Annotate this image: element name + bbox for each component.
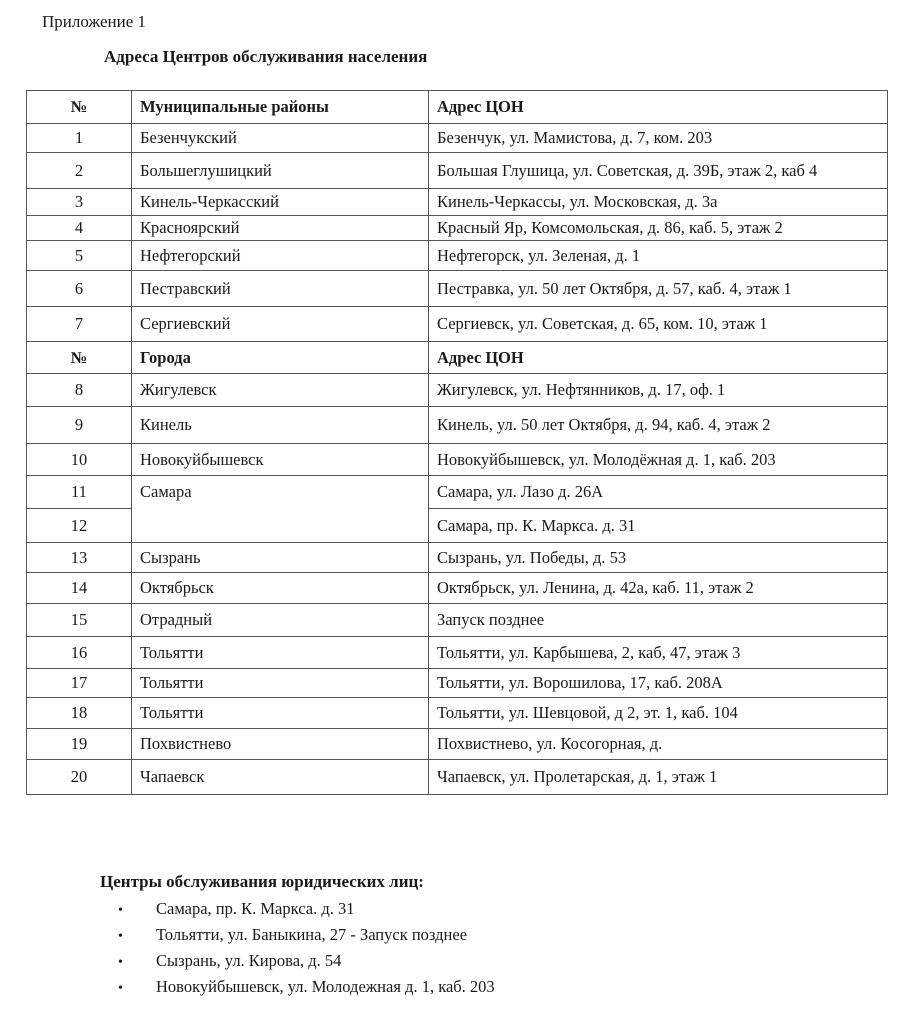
list-item (118, 922, 495, 948)
header-cities: Города (132, 342, 429, 374)
row-address: Запуск позднее (429, 604, 888, 637)
row-name: Тольятти (132, 698, 429, 729)
bullet-icon: • (118, 981, 123, 996)
row-num: 2 (27, 153, 132, 189)
list-item (118, 974, 495, 1000)
row-address: Новокуйбышевск, ул. Молодёжная д. 1, каб. 203 (429, 444, 888, 476)
row-name: Похвистнево (132, 729, 429, 760)
row-address: Жигулевск, ул. Нефтянников, д. 17, оф. 1 (429, 374, 888, 407)
table-row (27, 189, 888, 216)
row-name: Жигулевск (132, 374, 429, 407)
header-address: Адрес ЦОН (429, 342, 888, 374)
table-row (27, 637, 888, 669)
row-address: Безенчук, ул. Мамистова, д. 7, ком. 203 (429, 124, 888, 153)
row-address: Похвистнево, ул. Косогорная, д. (429, 729, 888, 760)
appendix-label: Приложение 1 (42, 12, 146, 31)
list-item (118, 896, 495, 922)
header-num: № (27, 342, 132, 374)
table-header-row-cities (27, 342, 888, 374)
row-address: Тольятти, ул. Ворошилова, 17, каб. 208А (429, 669, 888, 698)
row-name: Пестравский (132, 271, 429, 307)
row-num: 10 (27, 444, 132, 476)
header-districts: Муниципальные районы (132, 91, 429, 124)
table-row (27, 124, 888, 153)
bullet-icon: • (118, 903, 123, 918)
row-address: Кинель-Черкассы, ул. Московская, д. 3а (429, 189, 888, 216)
row-name: Отрадный (132, 604, 429, 637)
row-address: Большая Глушица, ул. Советская, д. 39Б, этаж 2, каб 4 (429, 153, 888, 189)
table-row (27, 241, 888, 271)
row-name: Безенчукский (132, 124, 429, 153)
row-name: Тольятти (132, 669, 429, 698)
table-row (27, 543, 888, 573)
legal-centers-list (118, 896, 495, 1000)
row-num: 7 (27, 307, 132, 342)
table-row (27, 476, 888, 509)
list-item-text: Самара, пр. К. Маркса. д. 31 (156, 899, 355, 918)
row-name: Нефтегорский (132, 241, 429, 271)
service-centers-table (26, 90, 888, 795)
row-name: Октябрьск (132, 573, 429, 604)
header-num: № (27, 91, 132, 124)
row-num: 19 (27, 729, 132, 760)
row-num: 11 (27, 476, 132, 509)
row-num: 8 (27, 374, 132, 407)
row-address: Октябрьск, ул. Ленина, д. 42а, каб. 11, этаж 2 (429, 573, 888, 604)
table-row (27, 573, 888, 604)
row-name: Сызрань (132, 543, 429, 573)
table-row (27, 604, 888, 637)
table-row (27, 307, 888, 342)
table-row (27, 760, 888, 795)
row-address: Кинель, ул. 50 лет Октября, д. 94, каб. 4, этаж 2 (429, 407, 888, 444)
bullet-icon: • (118, 955, 123, 970)
row-name: Красноярский (132, 216, 429, 241)
row-num: 12 (27, 509, 132, 543)
page-title: Адреса Центров обслуживания населения (104, 47, 428, 66)
row-num: 9 (27, 407, 132, 444)
list-item (118, 948, 495, 974)
row-name: Сергиевский (132, 307, 429, 342)
row-num: 18 (27, 698, 132, 729)
row-address: Сергиевск, ул. Советская, д. 65, ком. 10, этаж 1 (429, 307, 888, 342)
row-name: Новокуйбышевск (132, 444, 429, 476)
table-row (27, 729, 888, 760)
table-row (27, 669, 888, 698)
row-name: Большеглушицкий (132, 153, 429, 189)
row-num: 15 (27, 604, 132, 637)
row-num: 13 (27, 543, 132, 573)
table-header-row-districts (27, 91, 888, 124)
row-num: 16 (27, 637, 132, 669)
list-item-text: Новокуйбышевск, ул. Молодежная д. 1, каб. 203 (156, 977, 495, 996)
row-num: 17 (27, 669, 132, 698)
row-name: Чапаевск (132, 760, 429, 795)
row-num: 4 (27, 216, 132, 241)
bullet-icon: • (118, 929, 123, 944)
row-address: Сызрань, ул. Победы, д. 53 (429, 543, 888, 573)
row-num: 6 (27, 271, 132, 307)
row-address: Самара, ул. Лазо д. 26А (429, 476, 888, 509)
table-row (27, 153, 888, 189)
list-item-text: Тольятти, ул. Баныкина, 27 - Запуск позднее (156, 925, 468, 944)
table-row (27, 698, 888, 729)
row-name: Кинель (132, 407, 429, 444)
row-address: Тольятти, ул. Шевцовой, д 2, эт. 1, каб. 104 (429, 698, 888, 729)
table-row (27, 374, 888, 407)
table-row (27, 444, 888, 476)
row-name: Кинель-Черкасский (132, 189, 429, 216)
table-row (27, 407, 888, 444)
table-row (27, 216, 888, 241)
row-name: Самара (132, 476, 429, 543)
table-row (27, 271, 888, 307)
list-item-text: Сызрань, ул. Кирова, д. 54 (156, 951, 342, 970)
header-address: Адрес ЦОН (429, 91, 888, 124)
row-num: 14 (27, 573, 132, 604)
row-num: 1 (27, 124, 132, 153)
row-num: 3 (27, 189, 132, 216)
row-address: Нефтегорск, ул. Зеленая, д. 1 (429, 241, 888, 271)
legal-centers-title: Центры обслуживания юридических лиц: (100, 872, 424, 891)
row-address: Тольятти, ул. Карбышева, 2, каб, 47, этаж 3 (429, 637, 888, 669)
row-address: Красный Яр, Комсомольская, д. 86, каб. 5, этаж 2 (429, 216, 888, 241)
row-num: 20 (27, 760, 132, 795)
row-name: Тольятти (132, 637, 429, 669)
row-address: Самара, пр. К. Маркса. д. 31 (429, 509, 888, 543)
row-address: Пестравка, ул. 50 лет Октября, д. 57, каб. 4, этаж 1 (429, 271, 888, 307)
row-num: 5 (27, 241, 132, 271)
row-address: Чапаевск, ул. Пролетарская, д. 1, этаж 1 (429, 760, 888, 795)
